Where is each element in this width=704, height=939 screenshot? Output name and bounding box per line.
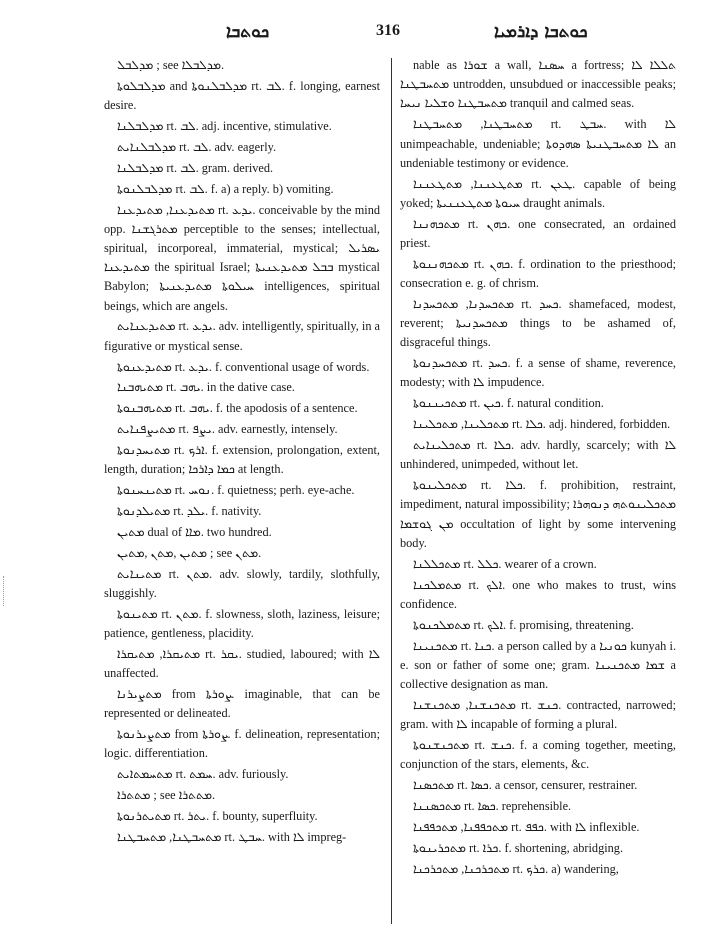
entry-text: ܡܬܝܗܒܢܘܬܐ rt. ܝܗܒ. f. the apodosis of a sentence. (117, 401, 358, 416)
entry-text: ܡܬܨܝܪܢܘܬܐ from ܨܘܪܬܐ. f. delineation, representation; logic. differentiation. (104, 727, 380, 761)
dictionary-entry (104, 502, 380, 521)
dictionary-entry (400, 56, 676, 114)
dictionary-entry (400, 436, 676, 474)
dictionary-entry (104, 317, 380, 355)
entry-text: ܡܬܟܪܝܢܘܬܐ rt. ܟܪܐ. f. shortening, abridging. (413, 840, 624, 855)
entry-text: ܡܬܝܢ ,ܡܬܢ ,ܡܬܝܢ ; see ܡܬܢ. (117, 545, 262, 560)
entry-text: ܡܕܠܒܠ ; see ܡܕܠܒܠܐ. (117, 58, 225, 72)
entry-text: ܡܬܟܚܕܢܐ, ܡܬܟܚܕܢܐ rt. ܟܚܕ. shamefaced, modest, reverent; ܡܬܟܚܕܢܝܬܐ things to be ashamed of, disgraceful things. (400, 296, 676, 350)
dictionary-entry (400, 295, 676, 353)
dictionary-entry (104, 378, 380, 397)
dictionary-entry (400, 555, 676, 574)
left-column (104, 56, 380, 849)
dictionary-entry (104, 117, 380, 136)
entry-text: ܡܬܟܢܫܢܘܬܐ rt. ܟܢܫ. f. a coming together, meeting, conjunction of the stars, elements, &c. (400, 737, 676, 772)
entry-text: ܡܬܝܨܦܢܐܝܬ rt. ܝܨܦ. adv. earnestly, intensely. (117, 422, 338, 437)
dictionary-entry (104, 725, 380, 763)
dictionary-entry (400, 255, 676, 293)
running-head-right: ܟܘܬܒܐ ܕܐܪܡܝܐ (494, 22, 588, 42)
dictionary-entry (104, 441, 380, 479)
entry-text: ܡܬܝܕܥܢܐ, ܡܬܝܕܥܢܐ rt. ܝܕܥ. conceivable by the mind opp. ܡܬܪܓܫܢܐ perceptible to the senses; intellectual, spiritual, incorporeal, immaterial, mystical; ܝܣܪܝܠ ܡܬܝܕܥܢܐ the spiritual Israel; ܒܒܠ ܡܬܝܕܥܢܝܬܐ mystical Babylon; ܚܝܠܘܬܐ ܡܬܝܕܥܢܝܬܐ intelligences, spiritual beings, which are angels. (104, 202, 381, 313)
dictionary-entry (104, 201, 380, 316)
entry-text: ܡܬܡܠܟܢܐ rt. ܐܠܟ. one who makes to trust, wins confidence. (400, 577, 677, 611)
entry-text: ܡܕܠܒܠܢܐ rt. ܠܒ. adj. incentive, stimulative. (117, 118, 332, 133)
dictionary-entry (104, 159, 380, 178)
entry-text: ܡܬܟܠܝܢܐܝܬ rt. ܟܠܐ. adv. hardly, scarcely; with ܠܐ unhindered, unimpeded, without let. (400, 438, 677, 472)
entry-text: ܡܕܠܒܠܢܘܬܐ rt. ܠܒ. f. a) a reply. b) vomiting. (117, 181, 334, 196)
entry-text: ܡܬܝܠܕܢܘܬܐ rt. ܝܠܕ. f. nativity. (117, 504, 262, 519)
entry-text: ܡܬܟܝܢܢܘܬܐ rt. ܟܝܢ. f. natural condition. (413, 396, 604, 411)
entry-text: ܡܬܟܢܫܢܐ, ܡܬܟܢܫܢܐ rt. ܟܢܫ. contracted, narrowed; gram. with ܠܐ incapable of forming a plural. (400, 697, 676, 732)
entry-text: ܡܬܟܪܟܢܐ, ܡܬܟܪܟܢܐ rt. ܟܪܟ. a) wandering, (413, 861, 619, 876)
entry-text: ܡܬܟܚܕܢܘܬܐ rt. ܟܚܕ. f. a sense of shame, reverence, modesty; with ܠܐ impudence. (400, 356, 676, 390)
dictionary-entry (400, 637, 676, 695)
entry-text: ܡܬܝܕܥܢܘܬܐ rt. ܝܕܥ. f. conventional usage of words. (117, 359, 370, 374)
dictionary-entry (104, 399, 380, 418)
dictionary-entry (400, 476, 676, 553)
dictionary-entry (104, 807, 380, 826)
entry-text: ܡܬܝܢ dual of ܡܐܐ. two hundred. (117, 524, 272, 539)
dictionary-entry (400, 616, 676, 635)
dictionary-entry (400, 839, 676, 858)
dictionary-entry (400, 576, 676, 614)
entry-text: ܡܬܟܗܢܢܘܬܐ rt. ܟܗܢ. f. ordination to the priesthood; consecration e. g. of chrism. (400, 256, 677, 290)
entry-text: ܡܬܟܗܢܢܐ rt. ܟܗܢ. one consecrated, an ordained priest. (400, 216, 676, 250)
dictionary-entry (104, 358, 380, 377)
entry-text: ܡܬܝܩܪܐ, ܡܬܝܩܪܐ rt. ܝܩܪ. studied, laboured; with ܠܐ unaffected. (104, 646, 380, 681)
page-margin-mark (3, 576, 9, 606)
entry-text: ܡܬܝܚܕܢܘܬܐ rt. ܐܪܟ. f. extension, prolongation, extent, length, duration; ܟܡܐ ܕܐܪܟܐ at length. (104, 443, 381, 477)
running-head-left: ܟܘܬܒܐ (226, 22, 270, 42)
entry-text: ܡܕܠܒܠܢܐܝܬ rt. ܠܒ. adv. eagerly. (117, 139, 277, 154)
page-header (0, 0, 704, 52)
dictionary-entry (400, 394, 676, 413)
dictionary-entry (104, 481, 380, 500)
entry-text: ܡܬܟܣܢܐ rt. ܟܣܐ. a censor, censurer, restrainer. (413, 778, 638, 792)
dictionary-entry (104, 828, 380, 847)
entry-text: ܡܕܠܒܠܢܐ rt. ܠܒ. gram. derived. (117, 160, 274, 175)
dictionary-entry (104, 685, 380, 723)
dictionary-entry (104, 605, 380, 643)
dictionary-entry (400, 415, 676, 434)
dictionary-entry (400, 354, 676, 392)
dictionary-entry (104, 544, 380, 563)
dictionary-entry (104, 77, 380, 115)
column-divider (391, 58, 392, 924)
entry-text: ܡܬܝܢܘܬܐ rt. ܡܬܢ. f. slowness, sloth, laziness, leisure; patience, gentleness, placidity. (104, 606, 381, 641)
dictionary-entry (400, 776, 676, 795)
entry-text: ܡܕܠܒܠܘܬܐ and ܡܕܠܒܠܢܘܬܐ rt. ܠܒ. f. longing, earnest desire. (104, 78, 381, 113)
entry-text: ܡܬܝܕܥܢܐܝܬ rt. ܝܕܥ. adv. intelligently, spiritually, in a figurative or mystical sense. (104, 319, 381, 353)
dictionary-entry (104, 645, 380, 683)
dictionary-entry (400, 215, 676, 253)
entry-text: ܡܬܟܠܠܢܐ rt. ܟܠܠ. wearer of a crown. (413, 556, 597, 571)
entry-text: ܡܬܟܣܢܢܐ rt. ܟܣܐ. reprehensible. (413, 798, 572, 813)
entry-text: ܡܬܟܠܝܢܘܬܐ rt. ܟܠܐ. f. prohibition, restraint, impediment, natural impossibility; ܡܬܟܠܝܢܘܬܗ ܕܢܘܗܪܐ ܡܢ ܓܘܫܡܐ occultation of light by some intervening body. (400, 478, 677, 550)
dictionary-entry (104, 765, 380, 784)
dictionary-entry (104, 565, 380, 603)
dictionary-entry (400, 860, 676, 879)
dictionary-entry (104, 56, 380, 75)
dictionary-entry (400, 736, 676, 774)
entry-text: ܡܬܚܡܬܐܝܬ rt. ܚܡܬ. adv. furiously. (117, 767, 289, 782)
dictionary-entry (104, 180, 380, 199)
entry-text: ܡܬܟܢܝܢܐ rt. ܟܢܐ. a person called by a ܟܘܢܝܐ kunyah i. e. son or father of some one; gram. ܫܡܐ ܡܬܟܢܝܢܐ a collective designation as man. (400, 638, 677, 691)
dictionary-entry (104, 138, 380, 157)
entry-text: ܡܬܚܒܛܢܐ, ܡܬܚܒܛܢܐ rt. ܚܒܛ. with ܠܐ impreg- (117, 829, 347, 844)
entry-text: ܡܬܝܬܪܢܘܬܐ rt. ܝܬܪ. f. bounty, superfluity. (117, 809, 318, 824)
entry-text: ܡܬܝܢܚܢܘܬܐ rt. ܢܘܚ. f. quietness; perh. eye-ache. (117, 483, 355, 498)
entry-text: ܡܬܛܥܢܢܐ, ܡܬܛܥܢܢܐ rt. ܛܥܢ. capable of being yoked; ܚܝܘܬܐ ܡܬܛܥܢܢܝܬܐ draught animals. (400, 176, 677, 210)
dictionary-entry (104, 523, 380, 542)
entry-text: nable as ܫܘܪܐ a wall, ܚܣܢܐ a fortress; ܬܠܠܐ ܠܐ ܡܬܚܒܛܢܐ untrodden, unsubdued or inaccessible peaks; ܡܬܚܒܛܢܐ ܘܫܠܝܐ ܢܝܚܐ tranquil and calmed seas. (400, 58, 677, 111)
dictionary-entry (400, 175, 676, 213)
dictionary-entry (104, 420, 380, 439)
entry-text: ܡܬܚܒܛܢܐ, ܡܬܚܒܛܢܐ rt. ܚܒܛ. with ܠܐ unimpeachable, undeniable; ܠܐ ܡܬܚܒܛܢܝܬܐ ܣܗܕܘܬܐ an undeniable testimony or evidence. (400, 117, 676, 170)
entry-text: ܡܬܬܪܐ ; see ܡܬܬܪܐ. (117, 788, 216, 803)
entry-text: ܡܬܟܠܝܢܐ, ܡܬܟܠܝܢܐ rt. ܟܠܐ. adj. hindered, forbidden. (413, 417, 671, 432)
entry-text: ܡܬܡܠܟܢܘܬܐ rt. ܐܠܟ. f. promising, threatening. (413, 617, 634, 632)
dictionary-entry (400, 797, 676, 816)
entry-text: ܡܬܝܗܒܢܐ rt. ܝܗܒ. in the dative case. (117, 380, 295, 395)
entry-text: ܡܬܟܦܦܢܐ, ܡܬܟܦܦܢܐ rt. ܟܦܦ. with ܠܐ inflexible. (413, 819, 640, 834)
entry-text: ܡܬܨܝܪܢܐ from ܨܘܪܬܐ. imaginable, that can be represented or delineated. (104, 687, 380, 721)
dictionary-entry (400, 818, 676, 837)
dictionary-entry (400, 115, 676, 173)
dictionary-entry (104, 786, 380, 805)
entry-text: ܡܬܝܢܐܝܬ rt. ܡܬܢ. adv. slowly, tardily, slothfully, sluggishly. (104, 566, 381, 600)
dictionary-entry (400, 696, 676, 734)
right-column (400, 56, 676, 880)
page-number: 316 (376, 22, 400, 39)
